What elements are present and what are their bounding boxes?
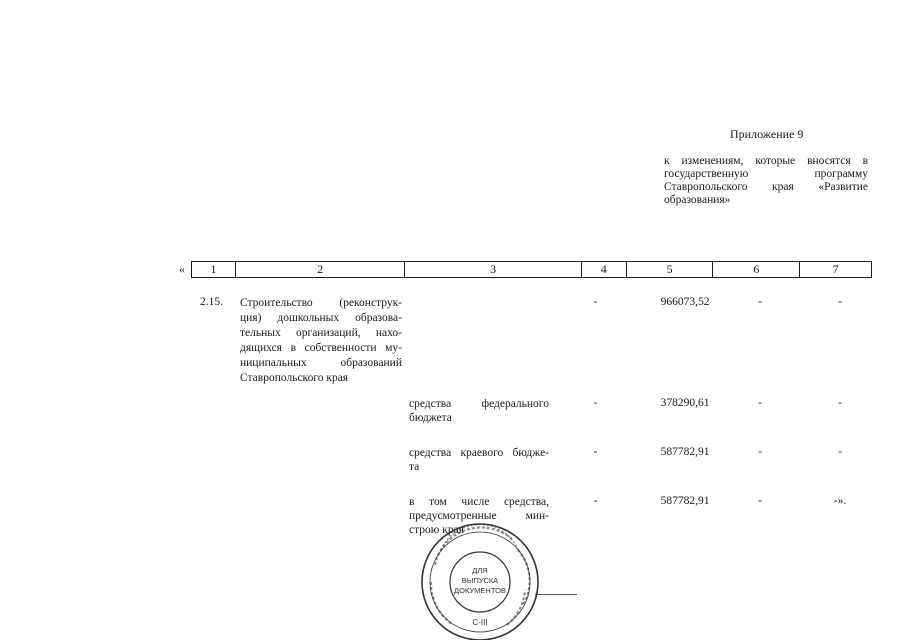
row-name-line: дящихся в собственности му-	[240, 342, 402, 354]
source-federal-budget	[409, 397, 549, 425]
column-number: 7	[832, 262, 839, 276]
column-number-row	[191, 261, 872, 278]
source-regional-budget	[409, 446, 549, 474]
column-number: 4	[582, 262, 627, 277]
appendix-title: Приложение 9	[730, 127, 804, 141]
seal-center-line: ВЫПУСКА	[461, 576, 499, 585]
total-col4: -	[593, 296, 598, 308]
total-col7: -	[838, 296, 842, 308]
row-name-line: тельных организаций, нахо-	[240, 327, 402, 339]
total-col6: -	[758, 296, 762, 308]
row-name-line: ция) дошкольных образова-	[240, 312, 402, 324]
row-name-line: Строительство (реконструк-	[240, 297, 402, 309]
total-col5: 966073,52	[660, 296, 710, 308]
row-number: 2.15.	[200, 296, 223, 308]
federal-col7: -	[838, 397, 842, 409]
row-name	[240, 296, 402, 386]
source-line: средства краевого бюдже-	[409, 447, 549, 459]
official-seal	[413, 520, 547, 640]
column-number: 6	[713, 262, 800, 277]
column-number: 3	[405, 262, 581, 277]
ministry-col7: -».	[833, 495, 847, 507]
seal-bottom-mark: С-III	[472, 618, 488, 627]
federal-col6: -	[758, 397, 762, 409]
federal-col4: -	[593, 397, 598, 409]
source-line: строю края	[409, 524, 464, 536]
source-line: средства федерального	[409, 398, 549, 410]
column-number: 1	[192, 262, 236, 277]
opening-quote: «	[179, 262, 185, 276]
ministry-col4: -	[593, 495, 598, 507]
source-line: в том числе средства,	[409, 496, 549, 508]
row-name-line: Ставропольского края	[240, 372, 349, 384]
source-line: бюджета	[409, 412, 452, 424]
appendix-subtitle: к изменениям, которые вносятся в государственную программу Ставропольского края «Развитие образования»	[664, 155, 868, 206]
seal-center-line: ДЛЯ	[472, 566, 488, 575]
row-name-line: ниципальных образований	[240, 357, 402, 369]
regional-col6: -	[758, 446, 762, 458]
regional-col4: -	[593, 446, 598, 458]
source-line: та	[409, 461, 420, 473]
federal-col5: 378290,61	[660, 397, 710, 409]
source-line: предусмотренные мин-	[409, 510, 549, 522]
regional-col7: -	[838, 446, 842, 458]
regional-col5: 587782,91	[660, 446, 710, 458]
column-number: 5	[627, 262, 714, 277]
seal-center-line: ДОКУМЕНТОВ	[454, 586, 506, 595]
column-number: 2	[236, 262, 406, 277]
ministry-col5: 587782,91	[660, 495, 710, 507]
ministry-col6: -	[758, 495, 762, 507]
